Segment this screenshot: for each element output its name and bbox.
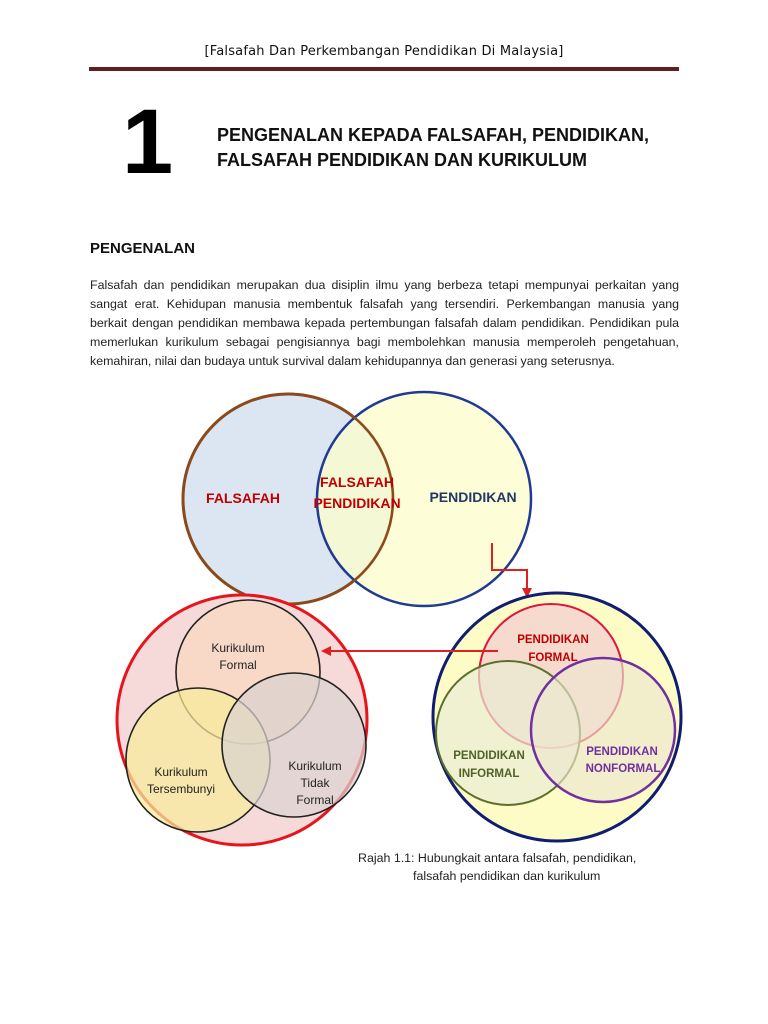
chapter-title-line: FALSAFAH PENDIDIKAN DAN KURIKULUM bbox=[217, 150, 587, 170]
pendidikan-nonformal-label-line1: PENDIDIKAN bbox=[586, 746, 658, 758]
kurikulum-tersembunyi-label-line2: Tersembunyi bbox=[146, 782, 216, 796]
caption-line: falsafah pendidikan dan kurikulum bbox=[413, 869, 601, 883]
kurikulum-tidak-formal-label-line3: Formal bbox=[296, 793, 334, 807]
caption-line: Rajah 1.1: Hubungkait antara falsafah, pendidikan, bbox=[358, 851, 637, 865]
section-heading: PENGENALAN bbox=[90, 240, 196, 257]
curriculum-venn bbox=[117, 595, 367, 845]
kurikulum-tidak-formal-label-line1: Kurikulum bbox=[288, 759, 342, 773]
paragraph-line: sangat erat. Kehidupan manusia membentuk falsafah yang tersendiri. Perkembangan manusia yang bbox=[90, 297, 679, 311]
paragraph-line: kemahiran, nilai dan budaya untuk survival dalam kehidupannya dan generasi yang seterusnya. bbox=[90, 354, 615, 368]
education-venn bbox=[433, 593, 681, 841]
kurikulum-tidak-formal-label-line2: Tidak bbox=[300, 776, 330, 790]
chapter-title-line: PENGENALAN KEPADA FALSAFAH, PENDIDIKAN, bbox=[217, 125, 650, 145]
paragraph-line: memerlukan kurikulum sebagai pengisiannya bagi membolehkan manusia memperoleh pengetahuan, bbox=[90, 335, 679, 349]
falsafah-pendidikan-label-line2: PENDIDIKAN bbox=[313, 495, 401, 511]
kurikulum-formal-label-line1: Kurikulum bbox=[211, 641, 265, 655]
chapter-number: 1 bbox=[122, 91, 174, 193]
kurikulum-tidak-formal-circle bbox=[222, 673, 366, 817]
pendidikan-informal-label-line2: INFORMAL bbox=[458, 768, 520, 780]
top-venn bbox=[183, 392, 531, 606]
kurikulum-formal-label-line2: Formal bbox=[219, 658, 257, 672]
pendidikan-nonformal-circle bbox=[531, 658, 675, 802]
falsafah-label: FALSAFAH bbox=[206, 490, 280, 506]
paragraph-line: Falsafah dan pendidikan merupakan dua disiplin ilmu yang berbeza tetapi mempunyai perkaitan yang bbox=[90, 278, 679, 292]
pendidikan-nonformal-label-line2: NONFORMAL bbox=[585, 763, 661, 775]
pendidikan-label: PENDIDIKAN bbox=[429, 489, 517, 505]
running-header: [Falsafah Dan Perkembangan Pendidikan Di Malaysia] bbox=[204, 44, 564, 59]
falsafah-pendidikan-label-line1: FALSAFAH bbox=[320, 474, 394, 490]
pendidikan-formal-label-line2: FORMAL bbox=[528, 652, 578, 664]
paragraph-line: berkait dengan pendidikan membawa kepada pertembungan falsafah dalam pendidikan. Pendidikan pula bbox=[90, 316, 679, 330]
pendidikan-formal-label-line1: PENDIDIKAN bbox=[517, 634, 589, 646]
pendidikan-informal-label-line1: PENDIDIKAN bbox=[453, 750, 525, 762]
kurikulum-tersembunyi-label-line1: Kurikulum bbox=[154, 765, 208, 779]
figure-caption bbox=[358, 849, 636, 885]
